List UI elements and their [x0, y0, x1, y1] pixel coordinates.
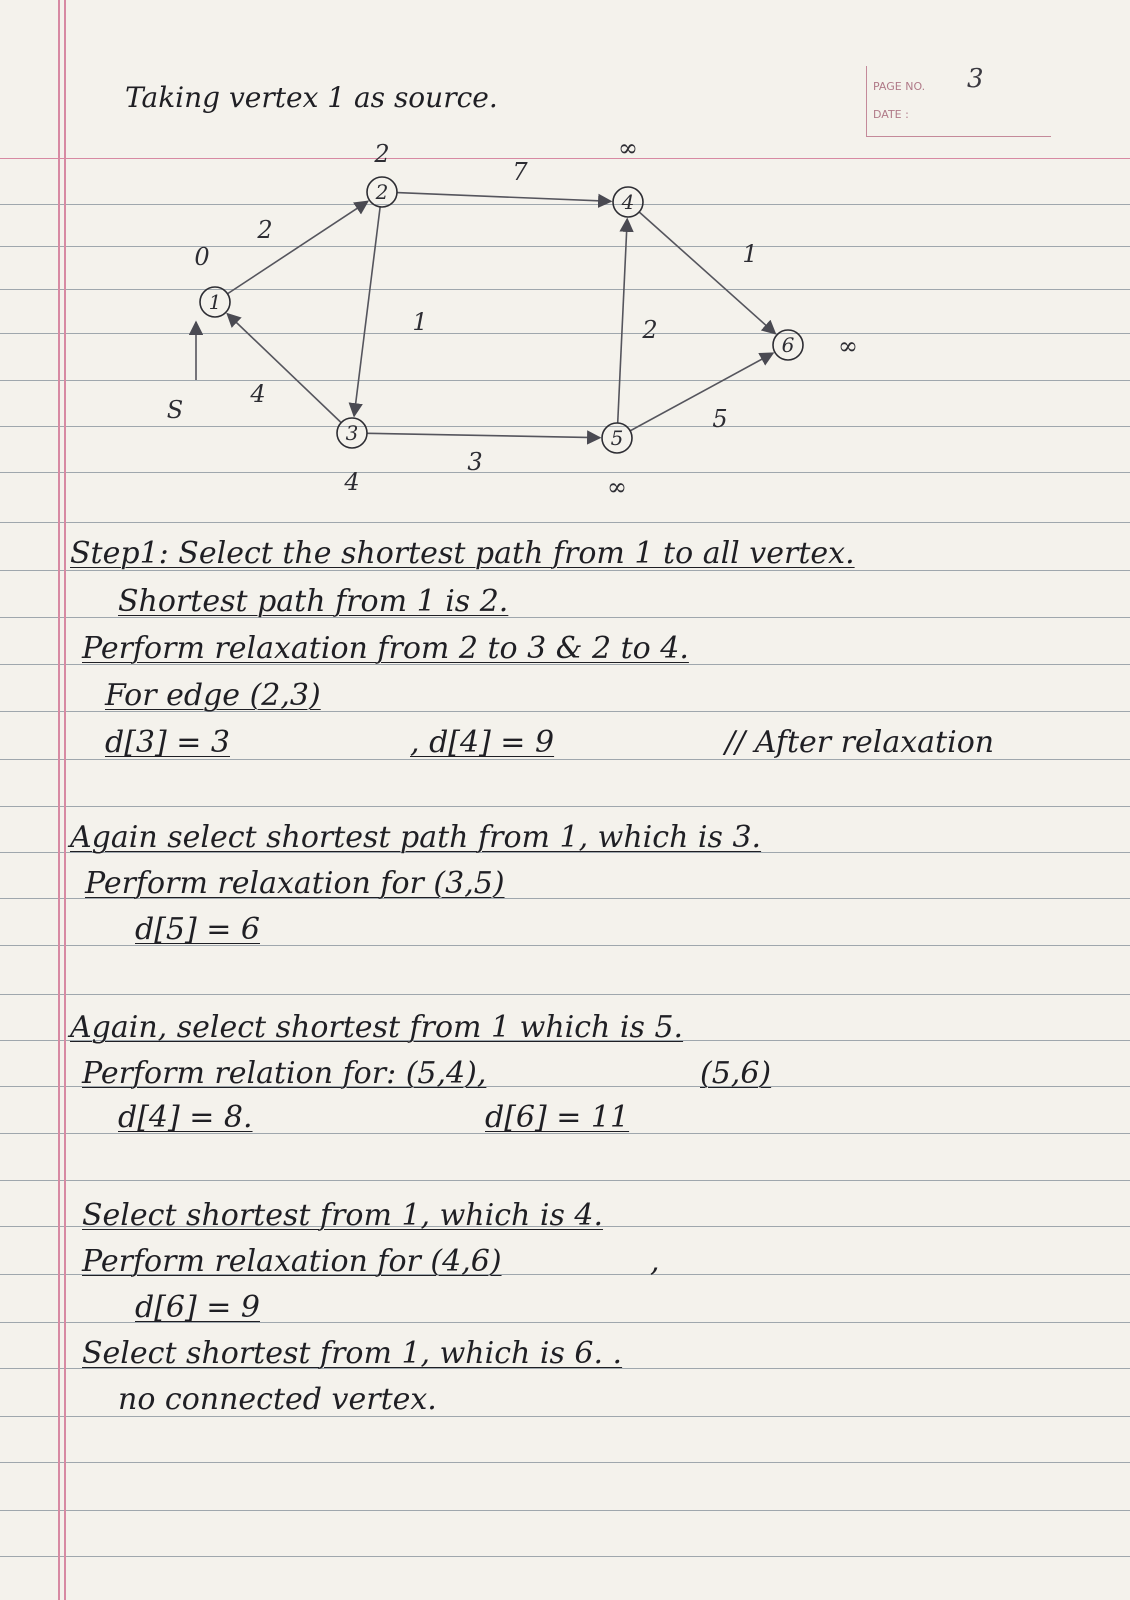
text-line: Perform relaxation for (4,6): [82, 1244, 502, 1279]
date-label: DATE :: [873, 108, 909, 121]
rule-line: [0, 1556, 1130, 1557]
text-line: d[3] = 3: [105, 725, 230, 760]
graph-edge: [630, 353, 773, 431]
edge-weight-label: 3: [467, 448, 483, 476]
edge-weight-label: 1: [742, 240, 758, 268]
page-title: Taking vertex 1 as source.: [125, 81, 498, 114]
graph-edge: [354, 207, 380, 416]
graph-edge: [367, 433, 600, 437]
text-line: Again, select shortest from 1 which is 5.: [70, 1010, 684, 1045]
text-line: Select shortest from 1, which is 4.: [82, 1198, 604, 1233]
node-distance-label: 0: [194, 243, 210, 271]
text-line: Perform relation for: (5,4),: [82, 1056, 487, 1091]
node-distance-label: 2: [374, 140, 390, 168]
edge-weight-label: 7: [512, 158, 528, 186]
rule-line: [0, 1462, 1130, 1463]
page-number-box: [866, 66, 1051, 137]
edge-weight-label: 2: [257, 216, 273, 244]
rule-line: [0, 522, 1130, 523]
rule-line: [0, 806, 1130, 807]
text-line: d[4] = 8.: [118, 1100, 253, 1135]
rule-line: [0, 1180, 1130, 1181]
node-distance-label: ∞: [618, 140, 638, 162]
text-line: Select shortest from 1, which is 6. .: [82, 1336, 623, 1371]
node-label: 6: [781, 333, 795, 357]
node-label: 3: [345, 421, 359, 445]
edge-weight-label: 5: [712, 405, 728, 433]
graph-edge: [228, 201, 368, 293]
text-line: Perform relaxation from 2 to 3 & 2 to 4.: [82, 631, 689, 666]
node-label: 5: [610, 426, 624, 450]
text-line: ,: [650, 1244, 660, 1279]
text-line: Again select shortest path from 1, which is 3.: [70, 820, 762, 855]
graph-edge: [618, 219, 628, 423]
text-line: d[6] = 9: [135, 1290, 260, 1325]
page-no-label: PAGE NO.: [873, 80, 926, 93]
edge-weight-label: 4: [250, 380, 266, 408]
graph-edge: [397, 193, 611, 202]
text-line: no connected vertex.: [118, 1382, 437, 1417]
rule-line: [0, 994, 1130, 995]
text-line: , d[4] = 9: [410, 725, 555, 760]
rule-line: [0, 1510, 1130, 1511]
text-line: // After relaxation: [725, 725, 995, 760]
page-no-value: 3: [967, 64, 984, 94]
text-line: For edge (2,3): [105, 678, 321, 713]
node-distance-label: ∞: [838, 332, 858, 360]
edge-weight-label: 2: [642, 316, 658, 344]
text-line: d[5] = 6: [135, 912, 260, 947]
graph-edge: [227, 314, 341, 423]
node-label: 2: [375, 180, 389, 204]
text-line: Step1: Select the shortest path from 1 to all vertex.: [70, 536, 855, 571]
node-label: 1: [208, 290, 222, 314]
edge-weight-label: 1: [412, 308, 428, 336]
node-distance-label: 4: [344, 468, 360, 496]
graph-diagram: [0, 140, 1130, 510]
node-distance-label: ∞: [607, 473, 627, 501]
node-label: 4: [621, 190, 635, 214]
text-line: Shortest path from 1 is 2.: [118, 584, 509, 619]
graph-edge: [639, 212, 775, 334]
text-line: Perform relaxation for (3,5): [85, 866, 505, 901]
text-line: d[6] = 11: [485, 1100, 630, 1135]
source-label: S: [166, 396, 184, 424]
text-line: (5,6): [700, 1056, 772, 1091]
